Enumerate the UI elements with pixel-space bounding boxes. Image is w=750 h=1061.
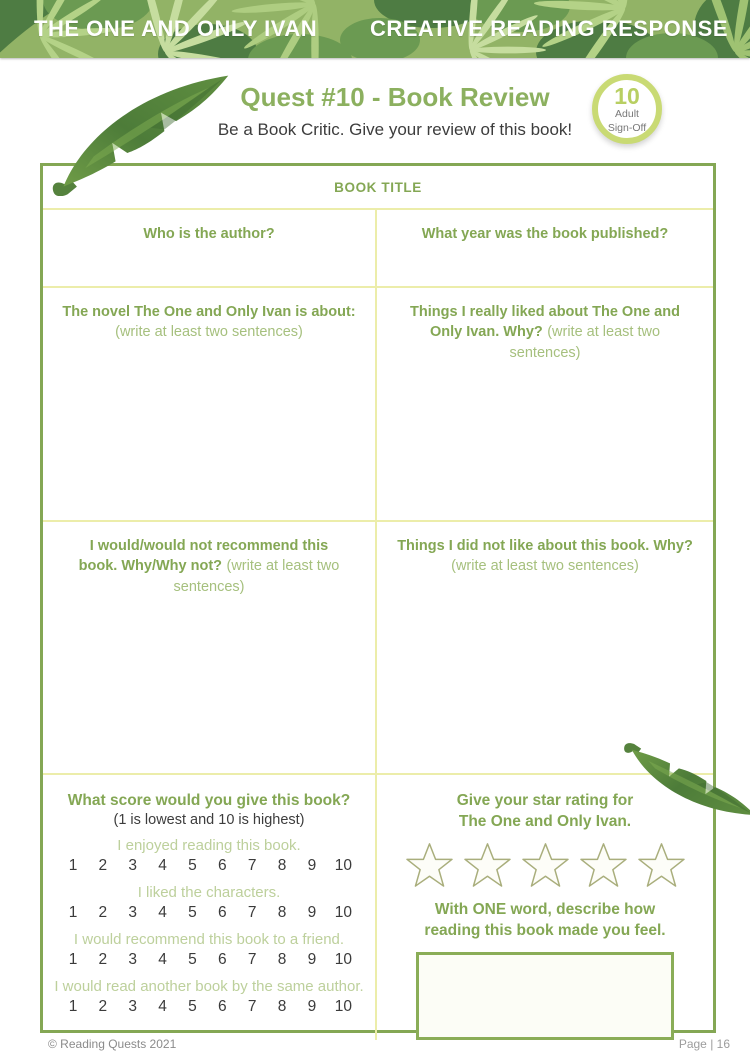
leaf-decoration-top-left bbox=[50, 68, 235, 196]
score-option[interactable]: 5 bbox=[188, 998, 197, 1015]
score-option[interactable]: 2 bbox=[98, 904, 108, 921]
score-scale-3 bbox=[66, 998, 352, 1016]
author-cell bbox=[43, 208, 375, 286]
page-number: Page | 16 bbox=[678, 1037, 730, 1051]
score-prompt-0: I enjoyed reading this book. bbox=[117, 837, 301, 854]
score-scale-1 bbox=[66, 904, 352, 922]
badge-label-line1: Adult bbox=[615, 108, 639, 120]
score-option[interactable]: 1 bbox=[68, 857, 78, 874]
star-icon[interactable] bbox=[464, 842, 511, 887]
score-option[interactable]: 7 bbox=[247, 857, 257, 874]
score-option[interactable]: 9 bbox=[307, 904, 317, 921]
worksheet-type-heading: CREATIVE READING RESPONSE bbox=[369, 16, 728, 41]
score-option[interactable]: 10 bbox=[334, 951, 352, 968]
score-option[interactable]: 1 bbox=[68, 904, 78, 921]
leaf-decoration-bottom-right bbox=[621, 725, 750, 838]
page-footer bbox=[48, 1037, 730, 1051]
header-banner bbox=[0, 0, 750, 58]
recommend-cell bbox=[43, 520, 375, 773]
score-option[interactable]: 1 bbox=[68, 951, 78, 968]
year-answer-area[interactable] bbox=[377, 244, 713, 286]
about-cell bbox=[43, 286, 375, 520]
disliked-note: (write at least two sentences) bbox=[451, 558, 639, 575]
score-prompt-1: I liked the characters. bbox=[137, 884, 281, 901]
star-icon[interactable] bbox=[580, 842, 627, 887]
author-answer-area[interactable] bbox=[43, 244, 375, 286]
score-option[interactable]: 4 bbox=[158, 857, 167, 874]
recommend-note: (write at least two sentences) bbox=[173, 558, 340, 595]
score-option[interactable]: 10 bbox=[334, 998, 352, 1015]
book-title-heading: THE ONE AND ONLY IVAN bbox=[34, 16, 318, 41]
score-option[interactable]: 7 bbox=[247, 904, 257, 921]
score-option[interactable]: 10 bbox=[334, 857, 352, 874]
star-icon[interactable] bbox=[638, 842, 685, 887]
score-option[interactable]: 3 bbox=[128, 998, 138, 1015]
score-option[interactable]: 7 bbox=[247, 951, 257, 968]
quest-subtitle: Be a Book Critic. Give your review of this book! bbox=[217, 120, 573, 139]
star-rating-title: Give your star rating for The One and Only Ivan. bbox=[456, 792, 634, 830]
about-question: The novel The One and Only Ivan is about: bbox=[62, 304, 356, 320]
score-option[interactable]: 6 bbox=[217, 857, 227, 874]
score-option[interactable]: 1 bbox=[68, 998, 78, 1015]
score-option[interactable]: 6 bbox=[217, 998, 227, 1015]
liked-note: (write at least two sentences) bbox=[509, 324, 661, 361]
score-cell bbox=[43, 773, 375, 1040]
year-cell bbox=[375, 208, 713, 286]
score-option[interactable]: 7 bbox=[247, 998, 257, 1015]
recommend-answer-area[interactable] bbox=[43, 597, 375, 773]
quest-title: Quest #10 - Book Review bbox=[240, 82, 550, 112]
liked-cell bbox=[375, 286, 713, 520]
score-option[interactable]: 2 bbox=[98, 857, 108, 874]
score-option[interactable]: 5 bbox=[188, 904, 197, 921]
author-question: Who is the author? bbox=[143, 226, 275, 242]
score-scale-2 bbox=[66, 951, 352, 969]
score-option[interactable]: 9 bbox=[307, 951, 317, 968]
score-option[interactable]: 9 bbox=[307, 998, 317, 1015]
star-icon[interactable] bbox=[522, 842, 569, 887]
liked-question: Things I really liked about The One and Only Ivan. Why? bbox=[410, 304, 680, 341]
badge-number: 10 bbox=[614, 83, 640, 109]
score-option[interactable]: 3 bbox=[128, 857, 138, 874]
copyright-text: © Reading Quests 2021 bbox=[48, 1037, 177, 1051]
book-review-table bbox=[40, 163, 716, 1033]
recommend-question: I would/would not recommend this book. Why/Why not? bbox=[78, 538, 329, 575]
score-option[interactable]: 8 bbox=[277, 998, 287, 1015]
score-option[interactable]: 8 bbox=[277, 857, 287, 874]
score-option[interactable]: 5 bbox=[188, 857, 197, 874]
about-note: (write at least two sentences) bbox=[115, 324, 303, 341]
score-rows bbox=[43, 828, 375, 1016]
star-row bbox=[377, 842, 713, 887]
score-option[interactable]: 3 bbox=[128, 951, 138, 968]
score-option[interactable]: 9 bbox=[307, 857, 317, 874]
score-option[interactable]: 8 bbox=[277, 951, 287, 968]
score-option[interactable]: 4 bbox=[158, 951, 167, 968]
score-option[interactable]: 6 bbox=[217, 951, 227, 968]
year-question: What year was the book published? bbox=[421, 226, 669, 242]
score-option[interactable]: 4 bbox=[158, 998, 167, 1015]
one-word-title: With ONE word, describe how reading this book made you feel. bbox=[424, 900, 666, 939]
star-icon[interactable] bbox=[406, 842, 453, 887]
score-option[interactable]: 6 bbox=[217, 904, 227, 921]
score-prompt-3: I would read another book by the same author. bbox=[54, 978, 364, 995]
badge-label-line2: Sign-Off bbox=[607, 121, 647, 134]
score-title: What score would you give this book? bbox=[67, 792, 351, 809]
book-title-label: BOOK TITLE bbox=[334, 179, 422, 195]
score-prompt-2: I would recommend this book to a friend. bbox=[73, 931, 345, 948]
score-subtitle: (1 is lowest and 10 is highest) bbox=[113, 812, 305, 828]
score-option[interactable]: 2 bbox=[98, 951, 108, 968]
disliked-question: Things I did not like about this book. Why? bbox=[397, 538, 693, 554]
one-word-answer-box[interactable] bbox=[416, 952, 674, 1040]
score-option[interactable]: 10 bbox=[334, 904, 352, 921]
about-answer-area[interactable] bbox=[43, 343, 375, 520]
score-option[interactable]: 4 bbox=[158, 904, 167, 921]
score-option[interactable]: 8 bbox=[277, 904, 287, 921]
score-option[interactable]: 2 bbox=[98, 998, 108, 1015]
score-scale-0 bbox=[66, 857, 352, 875]
adult-signoff-badge bbox=[592, 74, 662, 144]
score-option[interactable]: 5 bbox=[188, 951, 197, 968]
quest-heading bbox=[185, 82, 605, 140]
liked-answer-area[interactable] bbox=[377, 363, 713, 520]
score-option[interactable]: 3 bbox=[128, 904, 138, 921]
